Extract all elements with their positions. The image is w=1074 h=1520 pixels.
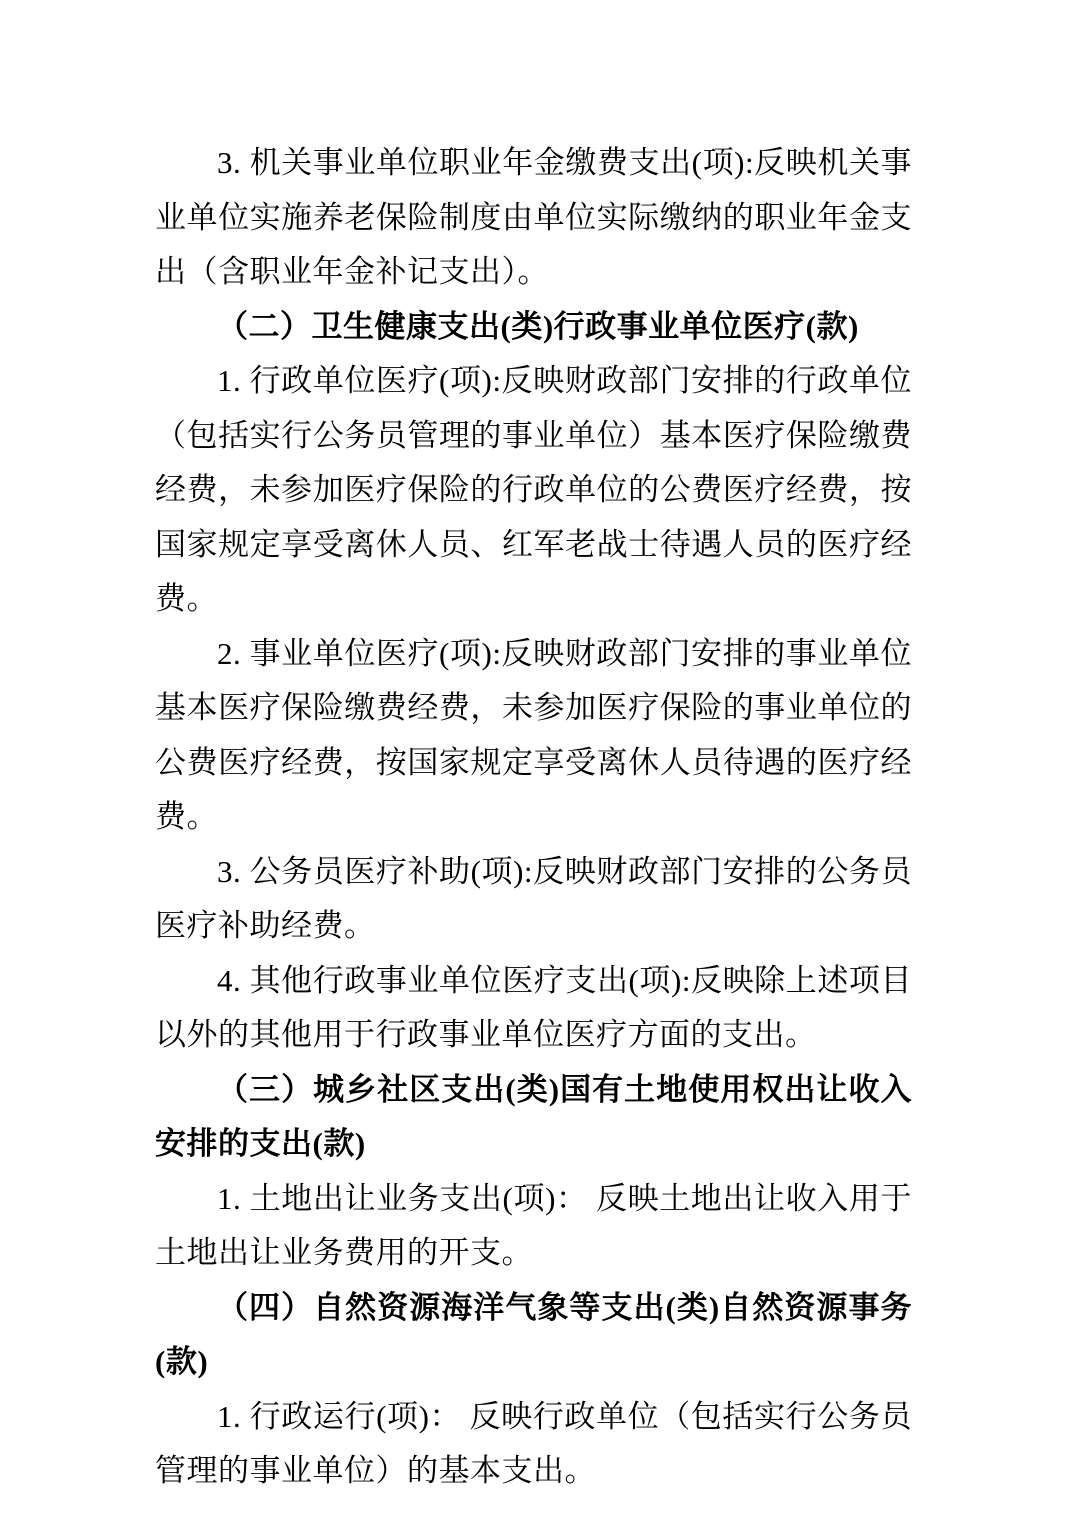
- paragraph: 3. 公务员医疗补助(项):反映财政部门安排的公务员医疗补助经费。: [155, 853, 912, 943]
- section-heading: （三）城乡社区支出(类)国有土地使用权出让收入安排的支出(款): [155, 1071, 912, 1161]
- paragraph: 1. 行政单位医疗(项):反映财政部门安排的行政单位（包括实行公务员管理的事业单位）基本医疗保险缴费经费，未参加医疗保险的行政单位的公费医疗经费，按国家规定享受离休人员、红军老战士待遇人员的医疗经费。: [155, 363, 912, 616]
- paragraph: 4. 其他行政事业单位医疗支出(项):反映除上述项目以外的其他用于行政事业单位医疗方面的支出。: [155, 962, 912, 1052]
- paragraph: 3. 机关事业单位职业年金缴费支出(项):反映机关事业单位实施养老保险制度由单位实际缴纳的职业年金支出（含职业年金补记支出）。: [155, 145, 912, 289]
- paragraph: 1. 行政运行(项)： 反映行政单位（包括实行公务员管理的事业单位）的基本支出。: [155, 1398, 912, 1488]
- section-heading: （四）自然资源海洋气象等支出(类)自然资源事务(款): [155, 1289, 912, 1379]
- paragraph: 2. 事业单位医疗(项):反映财政部门安排的事业单位基本医疗保险缴费经费，未参加医疗保险的事业单位的公费医疗经费，按国家规定享受离休人员待遇的医疗经费。: [155, 635, 912, 834]
- document-content: [155, 136, 912, 1499]
- paragraph: 1. 土地出让业务支出(项)： 反映土地出让收入用于土地出让业务费用的开支。: [155, 1180, 912, 1270]
- section-heading: （二）卫生健康支出(类)行政事业单位医疗(款): [217, 308, 859, 344]
